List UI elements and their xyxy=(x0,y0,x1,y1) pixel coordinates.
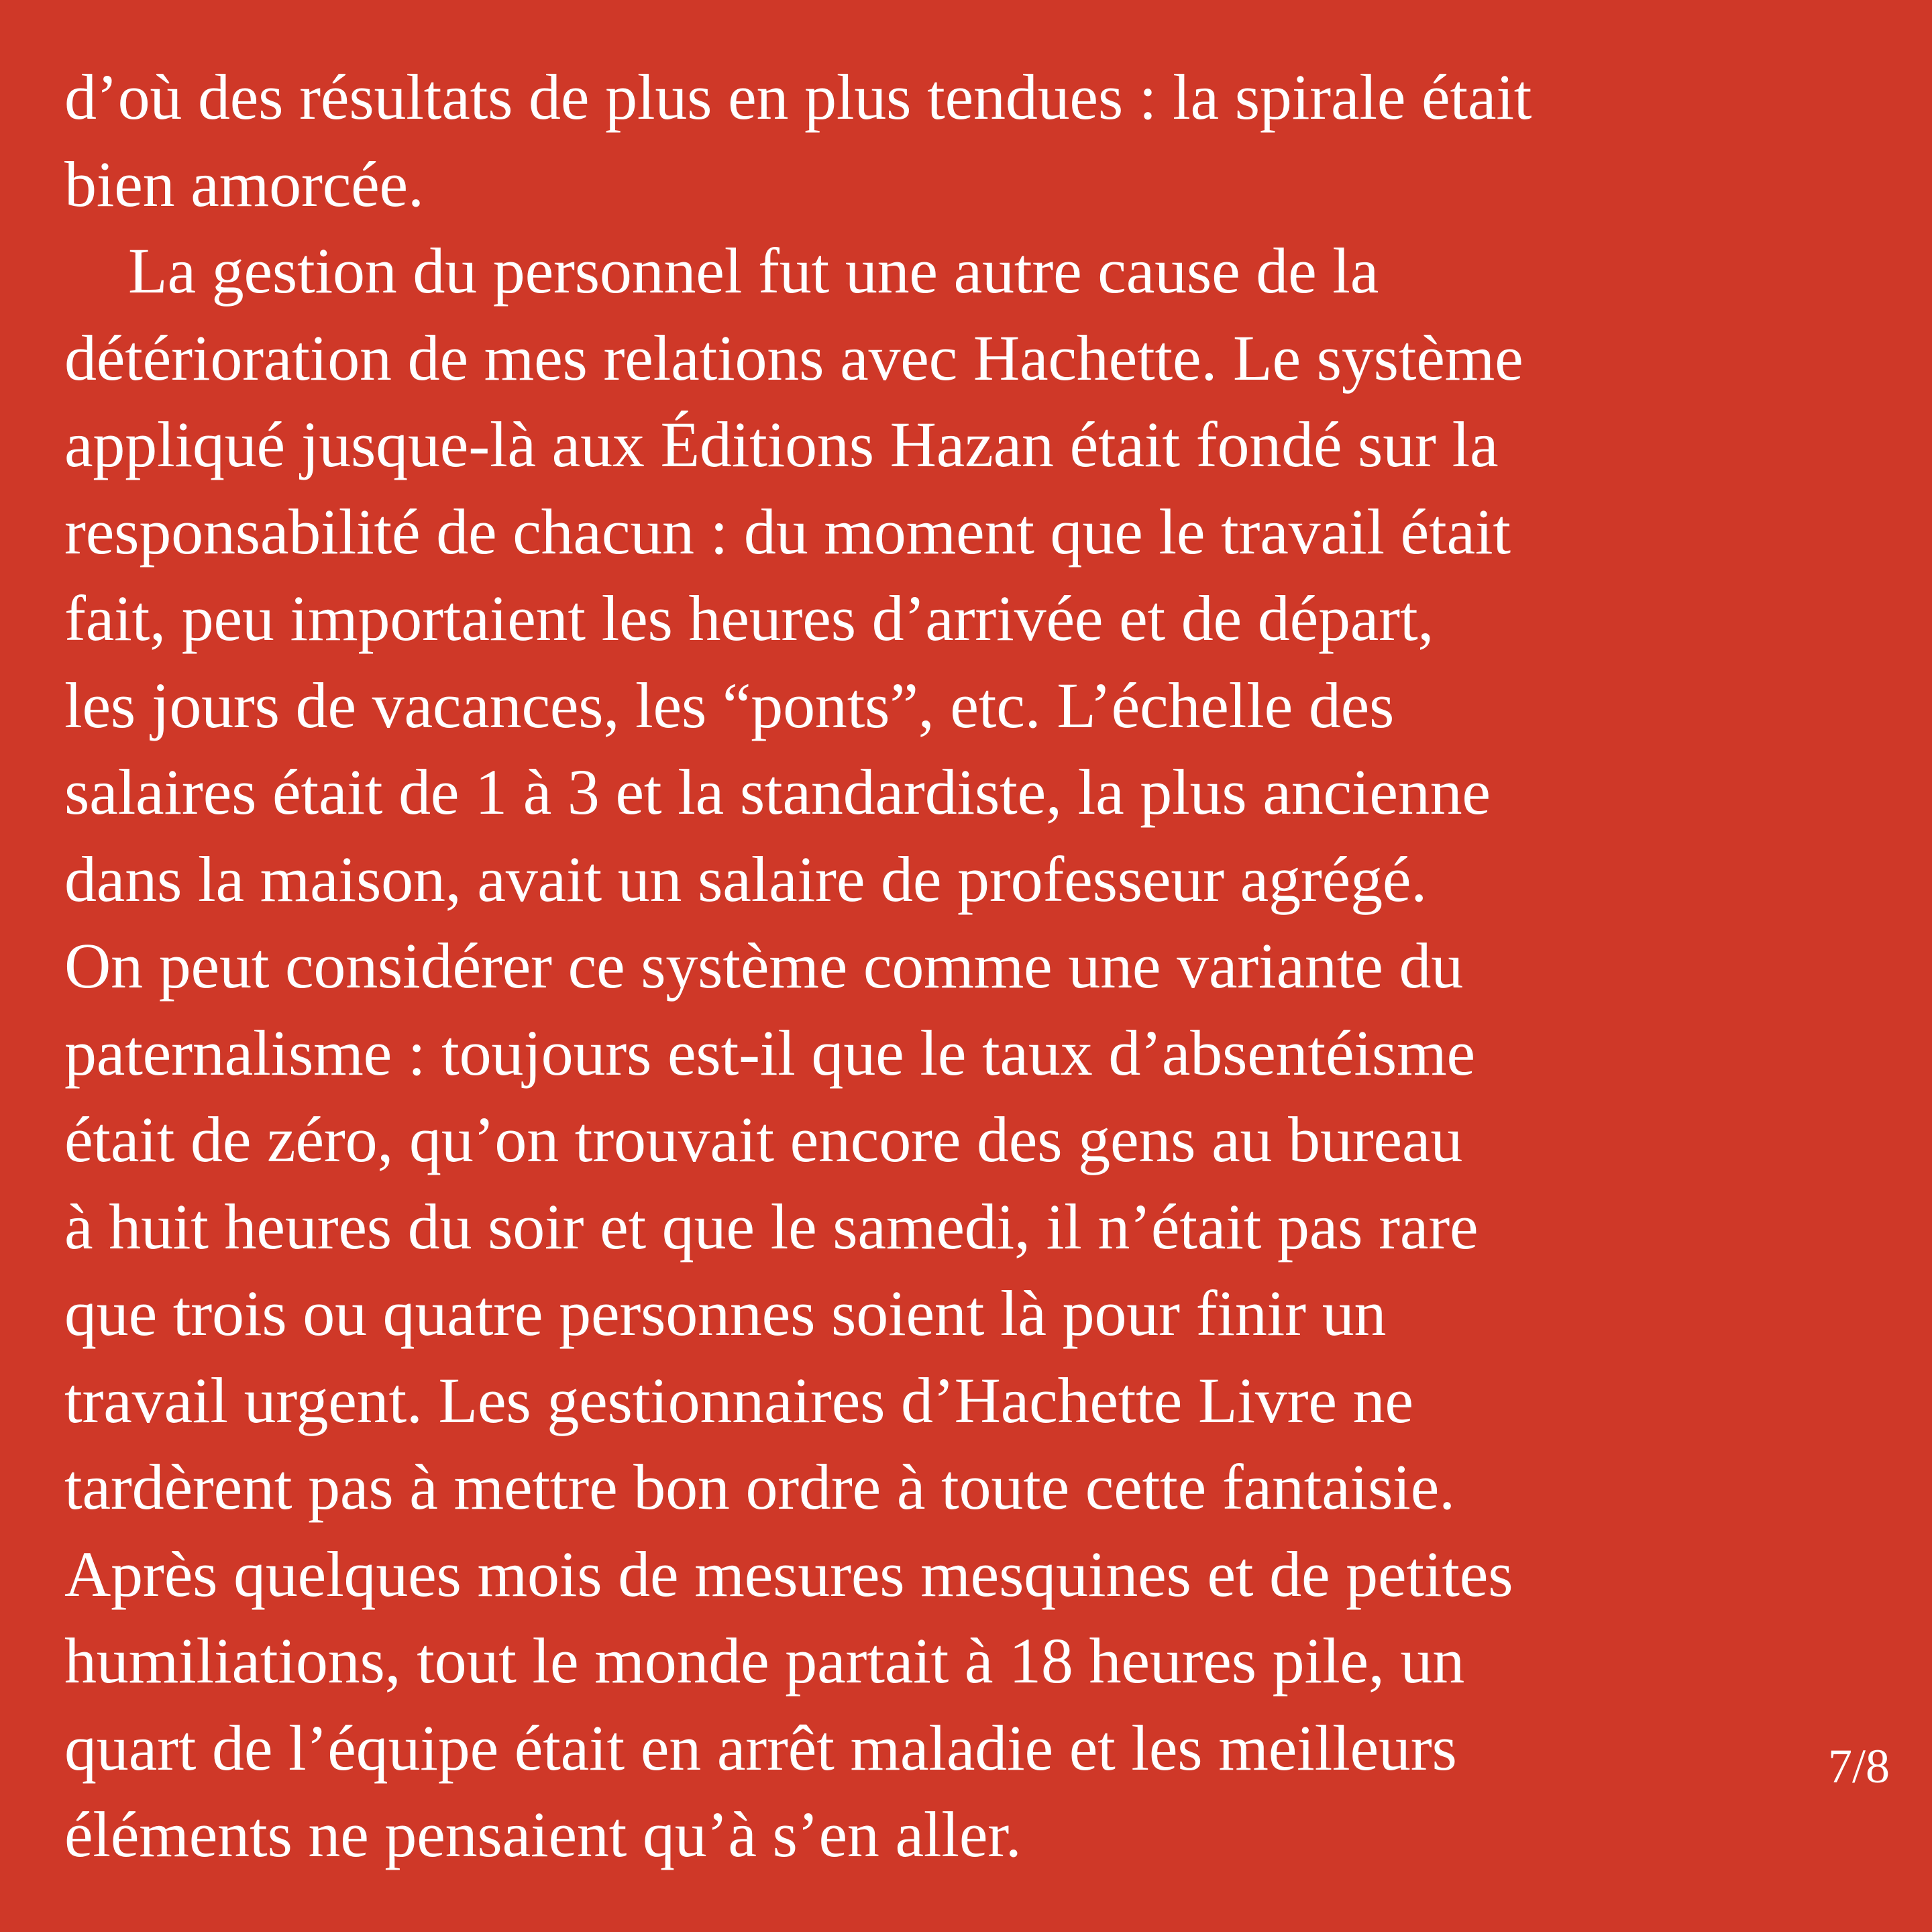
text-line: éléments ne pensaient qu’à s’en aller. xyxy=(64,1799,1022,1870)
text-line: humiliations, tout le monde partait à 18 heures pile, un xyxy=(64,1625,1465,1697)
text-line: Après quelques mois de mesures mesquines et de petites xyxy=(64,1538,1513,1610)
paragraph-start-line: La gestion du personnel fut une autre cause de la xyxy=(128,235,1379,307)
text-line: On peut considérer ce système comme une variante du xyxy=(64,930,1464,1002)
page-number: 7/8 xyxy=(1827,1739,1890,1793)
text-line: les jours de vacances, les “ponts”, etc. L’échelle des xyxy=(64,669,1395,741)
text-line: était de zéro, qu’on trouvait encore des gens au bureau xyxy=(64,1104,1463,1175)
text-line: quart de l’équipe était en arrêt maladie et les meilleurs xyxy=(64,1711,1457,1784)
text-line: salaires était de 1 à 3 et la standardiste, la plus ancienne xyxy=(64,756,1491,828)
text-line: d’où des résultats de plus en plus tendues : la spirale était xyxy=(64,61,1532,133)
text-line: à huit heures du soir et que le samedi, il n’était pas rare xyxy=(64,1190,1479,1263)
text-line: bien amorcée. xyxy=(64,148,424,220)
text-line: responsabilité de chacun : du moment que le travail était xyxy=(64,495,1511,568)
text-line: paternalisme : toujours est-il que le taux d’absentéisme xyxy=(64,1016,1475,1089)
text-line: travail urgent. Les gestionnaires d’Hachette Livre ne xyxy=(64,1364,1413,1436)
text-line: appliqué jusque-là aux Éditions Hazan était fondé sur la xyxy=(64,409,1499,480)
body-text xyxy=(64,54,1902,1878)
text-line: dans la maison, avait un salaire de professeur agrégé. xyxy=(64,843,1428,915)
text-line: fait, peu importaient les heures d’arrivée et de départ, xyxy=(64,582,1434,654)
text-line: que trois ou quatre personnes soient là pour finir un xyxy=(64,1277,1387,1349)
text-line: tardèrent pas à mettre bon ordre à toute cette fantaisie. xyxy=(64,1451,1455,1523)
text-line: détérioration de mes relations avec Hachette. Le système xyxy=(64,321,1523,394)
